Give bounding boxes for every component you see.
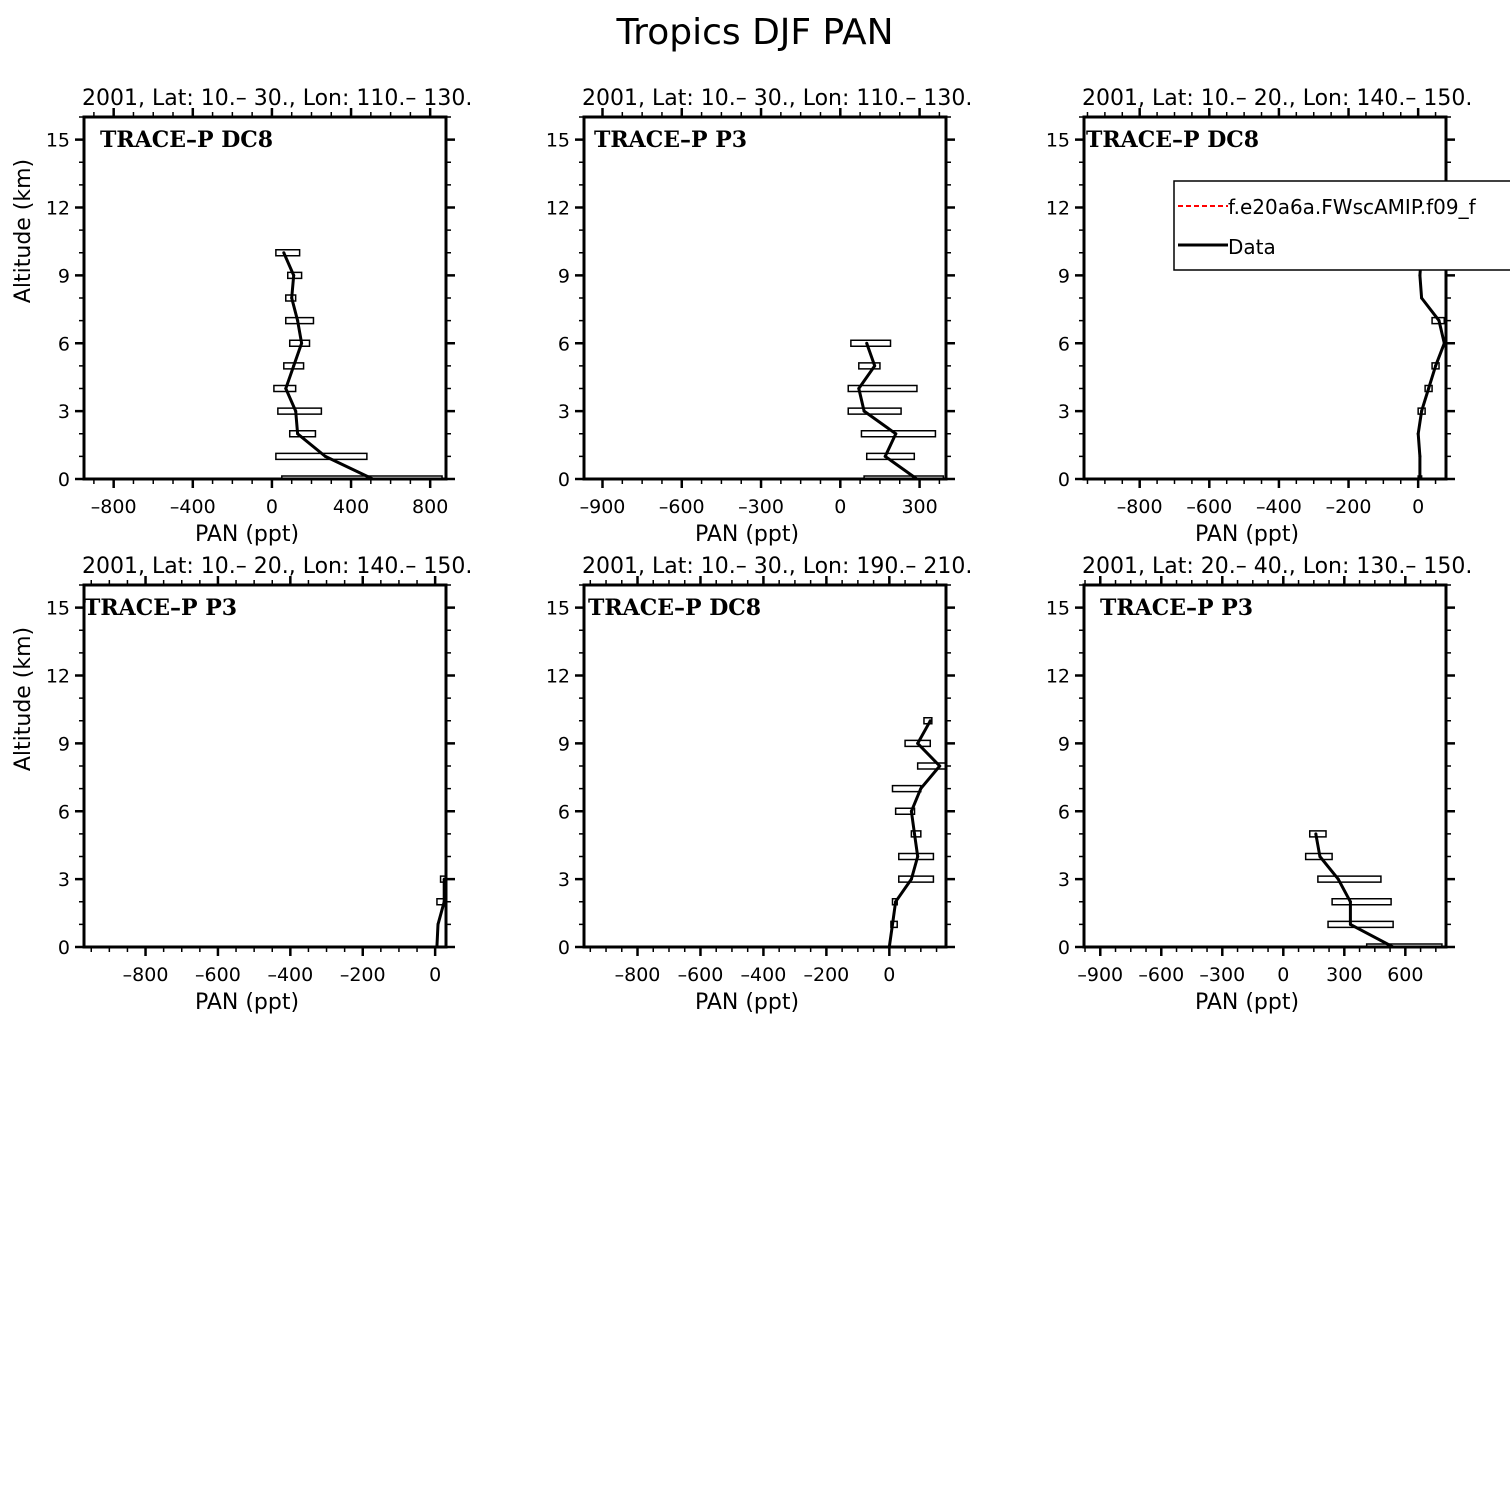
x-tick-label: –400 — [1256, 496, 1302, 518]
x-tick-label: –800 — [90, 496, 137, 518]
error-bar — [290, 431, 316, 437]
plot-frame — [584, 117, 946, 479]
x-tick-label: 0 — [883, 964, 896, 986]
y-tick-label: 12 — [545, 197, 570, 220]
campaign-label: TRACE–P P3 — [1100, 595, 1254, 621]
y-tick-label: 15 — [1045, 597, 1070, 620]
y-tick-label: 6 — [557, 333, 570, 356]
error-bar — [1318, 876, 1381, 882]
data-point — [284, 387, 287, 390]
y-tick-label: 6 — [1057, 333, 1070, 356]
panel-title: 2001, Lat: 10.– 30., Lon: 110.– 130. — [82, 86, 473, 111]
data-point — [910, 878, 913, 881]
error-bar — [848, 408, 901, 414]
x-tick-label: –900 — [1077, 964, 1124, 986]
data-point — [1427, 387, 1430, 390]
y-tick-label: 3 — [557, 401, 570, 424]
data-point — [857, 387, 860, 390]
y-tick-label: 15 — [545, 129, 570, 152]
data-point — [1420, 297, 1423, 300]
y-tick-label: 9 — [557, 265, 570, 288]
data-line — [1316, 834, 1393, 947]
y-tick-label: 15 — [1045, 129, 1070, 152]
y-tick-label: 12 — [1045, 665, 1070, 688]
campaign-label: TRACE–P DC8 — [100, 127, 274, 153]
data-point — [865, 342, 868, 345]
error-bar — [859, 363, 880, 369]
x-tick-label: –400 — [169, 496, 216, 518]
legend-label-model: f.e20a6a.FWscAMIP.f09_f — [1228, 195, 1476, 219]
data-point — [884, 455, 887, 458]
x-tick-label: 600 — [1387, 964, 1424, 986]
y-tick-label: 6 — [1057, 801, 1070, 824]
plot-frame — [1084, 585, 1446, 947]
x-tick-label: –800 — [1116, 496, 1163, 518]
x-tick-label: 0 — [1277, 964, 1290, 986]
data-line — [284, 253, 373, 479]
error-bar — [276, 250, 300, 256]
y-tick-label: 0 — [1057, 937, 1070, 959]
x-tick-label: –200 — [339, 964, 386, 986]
x-axis-label: PAN (ppt) — [1194, 522, 1300, 547]
data-point — [324, 455, 327, 458]
y-tick-label: 9 — [1057, 733, 1070, 756]
y-tick-label: 6 — [57, 333, 70, 356]
x-tick-label: 0 — [429, 964, 442, 986]
figure-title: Tropics DJF PAN — [616, 12, 894, 53]
x-tick-label: –300 — [738, 496, 784, 518]
y-tick-label: 9 — [1057, 265, 1070, 288]
data-point — [290, 297, 293, 300]
y-tick-label: 12 — [45, 665, 70, 688]
y-tick-label: 0 — [57, 937, 70, 959]
error-bar — [899, 876, 934, 882]
data-point — [282, 251, 285, 254]
x-tick-label: –200 — [803, 964, 850, 986]
data-point — [296, 319, 299, 322]
x-tick-label: –600 — [1138, 964, 1185, 986]
x-tick-label: –600 — [195, 964, 241, 986]
data-point — [300, 342, 303, 345]
data-point — [294, 410, 297, 413]
data-point — [1438, 319, 1441, 322]
data-point — [1418, 274, 1421, 277]
data-point — [292, 274, 295, 277]
x-tick-label: –600 — [1186, 496, 1233, 518]
data-point — [916, 742, 919, 745]
error-bar — [1332, 899, 1391, 905]
plot-frame — [84, 585, 446, 947]
x-tick-label: –400 — [267, 964, 314, 986]
y-tick-label: 12 — [1045, 197, 1070, 220]
x-tick-label: –800 — [122, 964, 169, 986]
y-tick-label: 15 — [45, 597, 70, 620]
y-tick-label: 0 — [1057, 469, 1070, 491]
data-point — [1318, 855, 1321, 858]
panel-2 — [546, 86, 973, 547]
x-tick-label: 300 — [901, 496, 938, 518]
y-axis-label: Altitude (km) — [11, 158, 36, 304]
x-tick-label: –400 — [740, 964, 787, 986]
data-point — [1420, 410, 1423, 413]
x-tick-label: –600 — [677, 964, 724, 986]
data-point — [1337, 878, 1340, 881]
y-tick-label: 3 — [1057, 401, 1070, 424]
panel-5 — [546, 554, 973, 1015]
data-point — [929, 719, 932, 722]
error-bar — [861, 431, 935, 437]
data-point — [1349, 900, 1352, 903]
x-tick-label: –300 — [1199, 964, 1246, 986]
data-point — [894, 900, 897, 903]
panel-4 — [11, 554, 472, 1015]
data-line — [437, 879, 444, 947]
x-tick-label: 400 — [332, 496, 370, 518]
campaign-label: TRACE–P DC8 — [588, 595, 762, 621]
data-point — [894, 432, 897, 435]
campaign-label: TRACE–P DC8 — [1086, 127, 1260, 153]
y-tick-label: 6 — [57, 801, 70, 824]
error-bar — [1310, 831, 1326, 837]
x-tick-label: 800 — [412, 496, 449, 518]
x-tick-label: –200 — [1325, 496, 1372, 518]
data-point — [1349, 923, 1352, 926]
x-tick-label: 300 — [1326, 964, 1363, 986]
panel-title: 2001, Lat: 10.– 30., Lon: 110.– 130. — [582, 86, 973, 111]
data-point — [292, 364, 295, 367]
y-tick-label: 15 — [545, 597, 570, 620]
legend-label-data: Data — [1228, 235, 1276, 259]
y-tick-label: 9 — [557, 733, 570, 756]
panel-6 — [1046, 554, 1473, 1015]
y-tick-label: 9 — [57, 265, 70, 288]
x-axis-label: PAN (ppt) — [694, 522, 800, 547]
panel-title: 2001, Lat: 10.– 30., Lon: 190.– 210. — [582, 554, 973, 579]
data-point — [437, 923, 440, 926]
legend — [1174, 181, 1510, 270]
y-tick-label: 12 — [45, 197, 70, 220]
y-axis-label: Altitude (km) — [11, 626, 36, 772]
y-tick-label: 0 — [557, 469, 570, 491]
panel-title: 2001, Lat: 20.– 40., Lon: 130.– 150. — [1082, 554, 1473, 579]
data-point — [913, 832, 916, 835]
panel-title: 2001, Lat: 10.– 20., Lon: 140.– 150. — [82, 554, 473, 579]
data-point — [863, 410, 866, 413]
x-tick-label: –800 — [614, 964, 661, 986]
plot-frame — [1084, 117, 1446, 479]
data-point — [891, 923, 894, 926]
plot-frame — [84, 117, 446, 479]
x-tick-label: 0 — [1412, 496, 1425, 518]
data-point — [296, 432, 299, 435]
x-tick-label: –900 — [579, 496, 626, 518]
data-point — [919, 787, 922, 790]
y-tick-label: 0 — [57, 469, 70, 491]
panel-title: 2001, Lat: 10.– 20., Lon: 140.– 150. — [1082, 86, 1473, 111]
campaign-label: TRACE–P P3 — [594, 127, 748, 153]
error-bar — [286, 318, 314, 324]
y-tick-label: 3 — [557, 869, 570, 892]
campaign-label: TRACE–P P3 — [84, 595, 238, 621]
error-bar — [1328, 921, 1393, 927]
error-bar — [851, 340, 891, 346]
error-bar — [892, 786, 920, 792]
x-axis-label: PAN (ppt) — [194, 990, 300, 1015]
data-point — [1434, 364, 1437, 367]
x-tick-label: 0 — [834, 496, 847, 518]
data-point — [1417, 432, 1420, 435]
y-tick-label: 3 — [57, 869, 70, 892]
error-bar — [278, 408, 322, 414]
data-line — [1418, 253, 1444, 479]
x-axis-label: PAN (ppt) — [694, 990, 800, 1015]
panel-1 — [11, 86, 472, 547]
y-tick-label: 0 — [557, 937, 570, 959]
y-tick-label: 12 — [545, 665, 570, 688]
data-point — [916, 855, 919, 858]
y-tick-label: 9 — [57, 733, 70, 756]
error-bar — [918, 763, 946, 769]
y-tick-label: 3 — [57, 401, 70, 424]
y-tick-label: 15 — [45, 129, 70, 152]
y-tick-label: 6 — [557, 801, 570, 824]
data-point — [1314, 832, 1317, 835]
x-tick-label: –600 — [658, 496, 705, 518]
x-tick-label: 0 — [265, 496, 278, 518]
data-point — [938, 765, 941, 768]
data-point — [1418, 455, 1421, 458]
y-tick-label: 3 — [1057, 869, 1070, 892]
plot-frame — [584, 585, 946, 947]
x-axis-label: PAN (ppt) — [194, 522, 300, 547]
data-point — [873, 364, 876, 367]
x-axis-label: PAN (ppt) — [1194, 990, 1300, 1015]
data-point — [910, 810, 913, 813]
panel-3 — [1046, 86, 1473, 547]
